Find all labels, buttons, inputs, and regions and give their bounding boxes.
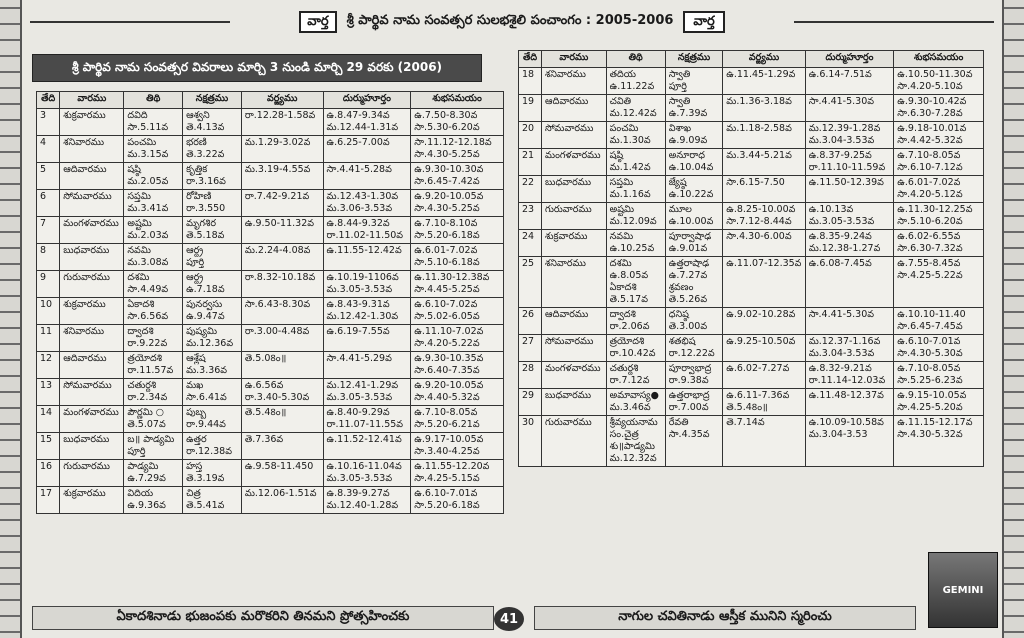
cell-date: 9 — [37, 271, 60, 298]
cell-tithi: శ్రీవ్యయనామ సం.చైత్ర శు॥పాడ్యమి మ.12.32వ — [606, 416, 665, 467]
cell-date: 17 — [37, 487, 60, 514]
column-header-weekday: వారము — [542, 51, 607, 68]
cell-nakshatra: పుష్యమి మ.12.36వ — [183, 325, 242, 352]
cell-weekday: బుధవారము — [60, 433, 124, 460]
table-row — [519, 122, 984, 149]
cell-durmuhurtham: మ.12.39-1.28వ మ.3.04-3.53వ — [805, 122, 894, 149]
table-row — [37, 190, 504, 217]
table-row — [37, 379, 504, 406]
cell-tithi: పౌర్ణమి ○ తె.5.07వ — [124, 406, 183, 433]
cell-date: 24 — [519, 230, 542, 257]
footer-right-proverb: నాగుల చవితినాడు ఆస్తీక మునిని స్మరించు — [534, 606, 916, 630]
cell-nakshatra: చిత్ర తె.5.41వ — [183, 487, 242, 514]
cell-weekday: గురువారము — [60, 460, 124, 487]
table-row — [519, 68, 984, 95]
cell-nakshatra: ఉత్తర రా.12.38వ — [183, 433, 242, 460]
table-row — [519, 95, 984, 122]
vaartha-logo-right: వార్త — [683, 11, 724, 33]
cell-weekday: బుధవారము — [542, 176, 607, 203]
cell-shubha-samayam: ఉ.9.30-10.30వ సా.6.45-7.42వ — [411, 163, 504, 190]
cell-shubha-samayam: ఉ.6.02-6.55వ సా.6.30-7.32వ — [894, 230, 984, 257]
cell-weekday: శుక్రవారము — [60, 298, 124, 325]
cell-weekday: శనివారము — [60, 325, 124, 352]
cell-date: 6 — [37, 190, 60, 217]
cell-durmuhurtham: ఉ.6.08-7.45వ — [805, 257, 894, 308]
page-header — [30, 10, 994, 34]
cell-date: 27 — [519, 335, 542, 362]
cell-tithi: త్రయోదశి రా.11.57వ — [124, 352, 183, 379]
cell-date: 11 — [37, 325, 60, 352]
cell-date: 3 — [37, 109, 60, 136]
column-header-nakshatra: నక్షత్రము — [183, 92, 242, 109]
cell-weekday: శనివారము — [60, 136, 124, 163]
cell-durmuhurtham: ఉ.10.13వ మ.3.05-3.53వ — [805, 203, 894, 230]
table-row — [519, 176, 984, 203]
cell-weekday: శుక్రవారము — [60, 487, 124, 514]
cell-shubha-samayam: ఉ.11.10-7.02వ సా.4.20-5.22వ — [411, 325, 504, 352]
vaartha-logo-left: వార్త — [299, 11, 336, 33]
cell-nakshatra: ఆశ్వని తె.4.13వ — [183, 109, 242, 136]
header-rule-left — [30, 21, 230, 23]
footer-left-proverb: ఏకాదశినాడు భుజంపకు మరొకరిని తినమని ప్రోత్సహించకు — [32, 606, 494, 630]
cell-nakshatra: మూల ఉ.10.00వ — [665, 203, 723, 230]
cell-date: 5 — [37, 163, 60, 190]
cell-shubha-samayam: ఉ.6.10-7.01వ సా.4.30-5.30వ — [894, 335, 984, 362]
cell-varjyam: మ.1.18-2.58వ — [723, 122, 805, 149]
cell-durmuhurtham: ఉ.8.44-9.32వ రా.11.02-11.50వ — [323, 217, 411, 244]
cell-tithi: దశమి ఉ.8.05వ ఏకాదశి తె.5.17వ — [606, 257, 665, 308]
cell-durmuhurtham: ఉ.8.43-9.31వ మ.12.42-1.30వ — [323, 298, 411, 325]
cell-shubha-samayam: ఉ.9.18-10.01వ సా.4.42-5.32వ — [894, 122, 984, 149]
cell-nakshatra: పూర్వాభాద్ర రా.9.38వ — [665, 362, 723, 389]
table-row — [519, 203, 984, 230]
table-row — [519, 335, 984, 362]
cell-date: 20 — [519, 122, 542, 149]
cell-date: 18 — [519, 68, 542, 95]
column-header-date: తేది — [37, 92, 60, 109]
cell-date: 19 — [519, 95, 542, 122]
cell-date: 10 — [37, 298, 60, 325]
column-header-date: తేది — [519, 51, 542, 68]
cell-tithi: నవమి మ.3.08వ — [124, 244, 183, 271]
table-row — [37, 217, 504, 244]
cell-date: 14 — [37, 406, 60, 433]
cell-weekday: ఆదివారము — [542, 95, 607, 122]
cell-date: 30 — [519, 416, 542, 467]
cell-shubha-samayam: ఉ.10.50-11.30వ సా.4.20-5.10వ — [894, 68, 984, 95]
cell-weekday: ఆదివారము — [542, 308, 607, 335]
cell-durmuhurtham: ఉ.11.50-12.39వ — [805, 176, 894, 203]
cell-varjyam: ఉ.6.11-7.36వ తె.5.48ం॥ — [723, 389, 805, 416]
cell-tithi: ద్వాదశి రా.2.06వ — [606, 308, 665, 335]
cell-weekday: గురువారము — [60, 271, 124, 298]
cell-date: 16 — [37, 460, 60, 487]
cell-varjyam: మ.1.36-3.18వ — [723, 95, 805, 122]
cell-durmuhurtham: సా.4.41-5.29వ — [323, 352, 411, 379]
table-row — [37, 163, 504, 190]
page-title: శ్రీ పార్థివ నామ సంవత్సర సులభశైలి పంచాంగం : 2005-2006 — [343, 13, 678, 31]
cell-tithi: చవితి మ.12.42వ — [606, 95, 665, 122]
table-row — [37, 487, 504, 514]
cell-nakshatra: రోహిణి రా.3.550 — [183, 190, 242, 217]
cell-durmuhurtham: ఉ.11.52-12.41వ — [323, 433, 411, 460]
cell-varjyam: మ.12.06-1.51వ — [241, 487, 323, 514]
cell-tithi: షష్ఠి మ.1.42వ — [606, 149, 665, 176]
cell-nakshatra: పునర్వసు ఉ.9.47వ — [183, 298, 242, 325]
cell-weekday: గురువారము — [542, 203, 607, 230]
cell-varjyam: సా.4.30-6.00వ — [723, 230, 805, 257]
cell-varjyam: మ.3.19-4.55వ — [241, 163, 323, 190]
column-header-durmuhurtham: దుర్ముహూర్తం — [323, 92, 411, 109]
table-row — [37, 406, 504, 433]
cell-varjyam: సా.6.15-7.50 — [723, 176, 805, 203]
cell-tithi: నవమి ఉ.10.25వ — [606, 230, 665, 257]
cell-weekday: మంగళవారము — [542, 362, 607, 389]
table-row — [37, 352, 504, 379]
cell-durmuhurtham: మ.12.43-1.30వ మ.3.06-3.53వ — [323, 190, 411, 217]
cell-date: 29 — [519, 389, 542, 416]
cell-shubha-samayam: ఉ.9.30-10.42వ సా.6.30-7.28వ — [894, 95, 984, 122]
cell-durmuhurtham: సా.4.41-5.28వ — [323, 163, 411, 190]
cell-varjyam: ఉ.11.45-1.29వ — [723, 68, 805, 95]
table-row — [37, 325, 504, 352]
cell-varjyam: ఉ.8.25-10.00వ సా.7.12-8.44వ — [723, 203, 805, 230]
column-header-shubha-samayam: శుభసమయం — [894, 51, 984, 68]
column-header-durmuhurtham: దుర్ముహూర్తం — [805, 51, 894, 68]
cell-weekday: గురువారము — [542, 416, 607, 467]
page-number: 41 — [494, 607, 524, 631]
cell-nakshatra: పుబ్బ రా.9.44వ — [183, 406, 242, 433]
cell-shubha-samayam: ఉ.6.10-7.01వ సా.5.20-6.18వ — [411, 487, 504, 514]
cell-varjyam: తె.5.08ం॥ — [241, 352, 323, 379]
cell-nakshatra: జ్యేష్ఠ ఉ.10.22వ — [665, 176, 723, 203]
cell-date: 28 — [519, 362, 542, 389]
table-row — [519, 389, 984, 416]
cell-date: 21 — [519, 149, 542, 176]
cell-varjyam: ఉ.11.07-12.35వ — [723, 257, 805, 308]
cell-shubha-samayam: ఉ.7.10-8.05వ సా.5.20-6.21వ — [411, 406, 504, 433]
cell-tithi: అమావాస్య● మ.3.46వ — [606, 389, 665, 416]
table-row — [519, 362, 984, 389]
cell-durmuhurtham: ఉ.6.25-7.00వ — [323, 136, 411, 163]
cell-date: 22 — [519, 176, 542, 203]
table-row — [37, 298, 504, 325]
cell-durmuhurtham: ఉ.10.19-1106వ మ.3.05-3.53వ — [323, 271, 411, 298]
cell-weekday: సోమవారము — [60, 379, 124, 406]
cell-shubha-samayam: ఉ.11.15-12.17వ సా.4.30-5.32వ — [894, 416, 984, 467]
cell-nakshatra: పూర్వాషాఢ ఉ.9.01వ — [665, 230, 723, 257]
cell-nakshatra: ఉత్తరాభాద్ర రా.7.00వ — [665, 389, 723, 416]
cell-tithi: చతుర్దశి రా.7.12వ — [606, 362, 665, 389]
column-header-nakshatra: నక్షత్రము — [665, 51, 723, 68]
cell-weekday: శుక్రవారము — [60, 109, 124, 136]
cell-shubha-samayam: ఉ.7.55-8.45వ సా.4.25-5.22వ — [894, 257, 984, 308]
cell-tithi: పాడ్యమి ఉ.7.29వ — [124, 460, 183, 487]
cell-tithi: సప్తమి మ.1.16వ — [606, 176, 665, 203]
cell-varjyam: మ.1.29-3.02వ — [241, 136, 323, 163]
cell-durmuhurtham: ఉ.8.35-9.24వ మ.12.38-1.27వ — [805, 230, 894, 257]
cell-varjyam: మ.2.24-4.08వ — [241, 244, 323, 271]
cell-nakshatra: రేవతి సా.4.35వ — [665, 416, 723, 467]
cell-tithi: ఏకాదశి సా.6.56వ — [124, 298, 183, 325]
cell-nakshatra: కృత్తిక రా.3.16వ — [183, 163, 242, 190]
table-row — [37, 244, 504, 271]
cell-nakshatra: స్వాతి పూర్తి — [665, 68, 723, 95]
panchangam-table-right — [518, 50, 984, 467]
cell-date: 26 — [519, 308, 542, 335]
cell-durmuhurtham: ఉ.10.16-11.04వ మ.3.05-3.53వ — [323, 460, 411, 487]
cell-shubha-samayam: ఉ.9.20-10.05వ సా.4.40-5.32వ — [411, 379, 504, 406]
cell-tithi: పంచమి మ.1.30వ — [606, 122, 665, 149]
cell-shubha-samayam: ఉ.11.30-12.38వ సా.4.45-5.25వ — [411, 271, 504, 298]
cell-nakshatra: ఆర్ద్ర పూర్తి — [183, 244, 242, 271]
cell-shubha-samayam: ఉ.11.55-12.20వ సా.4.25-5.15వ — [411, 460, 504, 487]
table-header-row — [519, 51, 984, 68]
cell-weekday: సోమవారము — [60, 190, 124, 217]
cell-varjyam: ఉ.9.02-10.28వ — [723, 308, 805, 335]
cell-nakshatra: మృగశిర తె.5.18వ — [183, 217, 242, 244]
cell-varjyam: తె.7.36వ — [241, 433, 323, 460]
cell-tithi: దశమి సా.4.49వ — [124, 271, 183, 298]
column-header-shubha-samayam: శుభసమయం — [411, 92, 504, 109]
cell-weekday: మంగళవారము — [60, 406, 124, 433]
cell-shubha-samayam: ఉ.6.01-7.02వ సా.4.20-5.12వ — [894, 176, 984, 203]
cell-shubha-samayam: ఉ.10.10-11.40 సా.6.45-7.45వ — [894, 308, 984, 335]
cell-varjyam: ఉ.9.25-10.50వ — [723, 335, 805, 362]
table-row — [519, 230, 984, 257]
cell-durmuhurtham: ఉ.11.55-12.42వ — [323, 244, 411, 271]
cell-date: 12 — [37, 352, 60, 379]
cell-weekday: ఆదివారము — [60, 352, 124, 379]
cell-durmuhurtham: ఉ.8.39-9.27వ మ.12.40-1.28వ — [323, 487, 411, 514]
cell-nakshatra: ఆశ్లేష మ.3.36వ — [183, 352, 242, 379]
table-header-row — [37, 92, 504, 109]
cell-weekday: మంగళవారము — [542, 149, 607, 176]
column-header-varjyam: వర్జ్యము — [241, 92, 323, 109]
cell-weekday: శుక్రవారము — [542, 230, 607, 257]
cell-durmuhurtham: మ.12.37-1.16వ మ.3.04-3.53వ — [805, 335, 894, 362]
cell-durmuhurtham: ఉ.8.40-9.29వ రా.11.07-11.55వ — [323, 406, 411, 433]
cell-durmuhurtham: ఉ.10.09-10.58వ మ.3.04-3.53 — [805, 416, 894, 467]
cell-durmuhurtham: సా.4.41-5.30వ — [805, 308, 894, 335]
cell-date: 4 — [37, 136, 60, 163]
cell-shubha-samayam: ఉ.11.30-12.25వ సా.5.10-6.20వ — [894, 203, 984, 230]
cell-tithi: ద్వాదశి రా.9.22వ — [124, 325, 183, 352]
cell-nakshatra: స్వాతి ఉ.7.39వ — [665, 95, 723, 122]
cell-nakshatra: హస్త తె.3.19వ — [183, 460, 242, 487]
cell-date: 8 — [37, 244, 60, 271]
cell-durmuhurtham: ఉ.6.19-7.55వ — [323, 325, 411, 352]
cell-date: 23 — [519, 203, 542, 230]
column-header-weekday: వారము — [60, 92, 124, 109]
cell-shubha-samayam: ఉ.6.01-7.02వ సా.5.10-6.18వ — [411, 244, 504, 271]
cell-weekday: శనివారము — [542, 68, 607, 95]
cell-durmuhurtham: ఉ.8.47-9.34వ మ.12.44-1.31వ — [323, 109, 411, 136]
cell-tithi: దవిది సా.5.11వ — [124, 109, 183, 136]
cell-weekday: సోమవారము — [542, 335, 607, 362]
cell-weekday: సోమవారము — [542, 122, 607, 149]
cell-varjyam: తె.5.48ం॥ — [241, 406, 323, 433]
cell-shubha-samayam: ఉ.7.10-8.05వ సా.5.25-6.23వ — [894, 362, 984, 389]
cell-nakshatra: అనూరాధ ఉ.10.04వ — [665, 149, 723, 176]
section-banner: శ్రీ పార్థివ నామ సంవత్సర వివరాలు మార్చి 3 నుండి మార్చి 29 వరకు (2006) — [32, 54, 482, 82]
cell-varjyam: ఉ.9.58-11.450 — [241, 460, 323, 487]
cell-varjyam: ఉ.6.56వ రా.3.40-5.30వ — [241, 379, 323, 406]
cell-weekday: ఆదివారము — [60, 163, 124, 190]
cell-varjyam: రా.12.28-1.58వ — [241, 109, 323, 136]
column-header-tithi: తిథి — [606, 51, 665, 68]
cell-shubha-samayam: సా.11.12-12.18వ సా.4.30-5.25వ — [411, 136, 504, 163]
table-row — [37, 109, 504, 136]
cell-tithi: తదియ ఉ.11.22వ — [606, 68, 665, 95]
cell-varjyam: రా.8.32-10.18వ — [241, 271, 323, 298]
panchangam-table-left — [36, 91, 504, 514]
cell-shubha-samayam: ఉ.9.20-10.05వ సా.4.30-5.25వ — [411, 190, 504, 217]
cell-durmuhurtham: ఉ.8.32-9.21వ రా.11.14-12.03వ — [805, 362, 894, 389]
cell-date: 13 — [37, 379, 60, 406]
cell-weekday: శనివారము — [542, 257, 607, 308]
cell-tithi: అష్టమి మ.12.09వ — [606, 203, 665, 230]
cell-varjyam: ఉ.9.50-11.32వ — [241, 217, 323, 244]
cell-tithi: షష్ఠి మ.2.05వ — [124, 163, 183, 190]
cell-date: 25 — [519, 257, 542, 308]
cell-tithi: త్రయోదశి రా.10.42వ — [606, 335, 665, 362]
table-row — [37, 433, 504, 460]
right-decorative-border — [1002, 0, 1024, 638]
column-header-varjyam: వర్జ్యము — [723, 51, 805, 68]
cell-varjyam: తె.7.14వ — [723, 416, 805, 467]
cell-tithi: విదియ ఉ.9.36వ — [124, 487, 183, 514]
table-row — [519, 149, 984, 176]
table-row — [37, 460, 504, 487]
gemini-product-ad: GEMINI — [928, 552, 998, 628]
cell-tithi: సప్తమి మ.3.41వ — [124, 190, 183, 217]
cell-durmuhurtham: ఉ.11.48-12.37వ — [805, 389, 894, 416]
header-rule-right — [794, 21, 994, 23]
table-row — [37, 136, 504, 163]
cell-varjyam: రా.7.42-9.21వ — [241, 190, 323, 217]
cell-shubha-samayam: ఉ.7.50-8.30వ సా.5.30-6.20వ — [411, 109, 504, 136]
cell-nakshatra: మఖ సా.6.41వ — [183, 379, 242, 406]
cell-weekday: బుధవారము — [60, 244, 124, 271]
cell-weekday: మంగళవారము — [60, 217, 124, 244]
cell-shubha-samayam: ఉ.9.30-10.35వ సా.6.40-7.35వ — [411, 352, 504, 379]
cell-nakshatra: భరణి తె.3.22వ — [183, 136, 242, 163]
table-row — [519, 308, 984, 335]
table-row — [519, 257, 984, 308]
cell-varjyam: రా.3.00-4.48వ — [241, 325, 323, 352]
cell-tithi: చతుర్దశి రా.2.34వ — [124, 379, 183, 406]
cell-nakshatra: విశాఖ ఉ.9.09వ — [665, 122, 723, 149]
cell-durmuhurtham: ఉ.6.14-7.51వ — [805, 68, 894, 95]
cell-tithi: అష్టమి మ.2.03వ — [124, 217, 183, 244]
table-row — [519, 416, 984, 467]
cell-shubha-samayam: ఉ.7.10-8.05వ సా.6.10-7.12వ — [894, 149, 984, 176]
cell-tithi: బ॥ పాడ్యమి పూర్తి — [124, 433, 183, 460]
cell-durmuhurtham: మ.12.41-1.29వ మ.3.05-3.53వ — [323, 379, 411, 406]
cell-varjyam: సా.6.43-8.30వ — [241, 298, 323, 325]
cell-durmuhurtham: సా.4.41-5.30వ — [805, 95, 894, 122]
cell-date: 15 — [37, 433, 60, 460]
cell-nakshatra: శతభిష రా.12.22వ — [665, 335, 723, 362]
cell-tithi: పంచమి మ.3.15వ — [124, 136, 183, 163]
cell-date: 7 — [37, 217, 60, 244]
cell-shubha-samayam: ఉ.9.17-10.05వ సా.3.40-4.25వ — [411, 433, 504, 460]
cell-weekday: బుధవారము — [542, 389, 607, 416]
table-row — [37, 271, 504, 298]
cell-nakshatra: ఆర్ద్ర ఉ.7.18వ — [183, 271, 242, 298]
cell-varjyam: ఉ.6.02-7.27వ — [723, 362, 805, 389]
cell-shubha-samayam: ఉ.9.15-10.05వ సా.4.25-5.20వ — [894, 389, 984, 416]
cell-shubha-samayam: ఉ.6.10-7.02వ సా.5.02-6.05వ — [411, 298, 504, 325]
column-header-tithi: తిథి — [124, 92, 183, 109]
cell-durmuhurtham: ఉ.8.37-9.25వ రా.11.10-11.59వ — [805, 149, 894, 176]
cell-nakshatra: ఉత్తరాషాఢ ఉ.7.27వ శ్రవణం తె.5.26వ — [665, 257, 723, 308]
cell-nakshatra: ధనిష్ఠ తె.3.00వ — [665, 308, 723, 335]
left-decorative-border — [0, 0, 22, 638]
cell-varjyam: మ.3.44-5.21వ — [723, 149, 805, 176]
cell-shubha-samayam: ఉ.7.10-8.10వ సా.5.20-6.18వ — [411, 217, 504, 244]
